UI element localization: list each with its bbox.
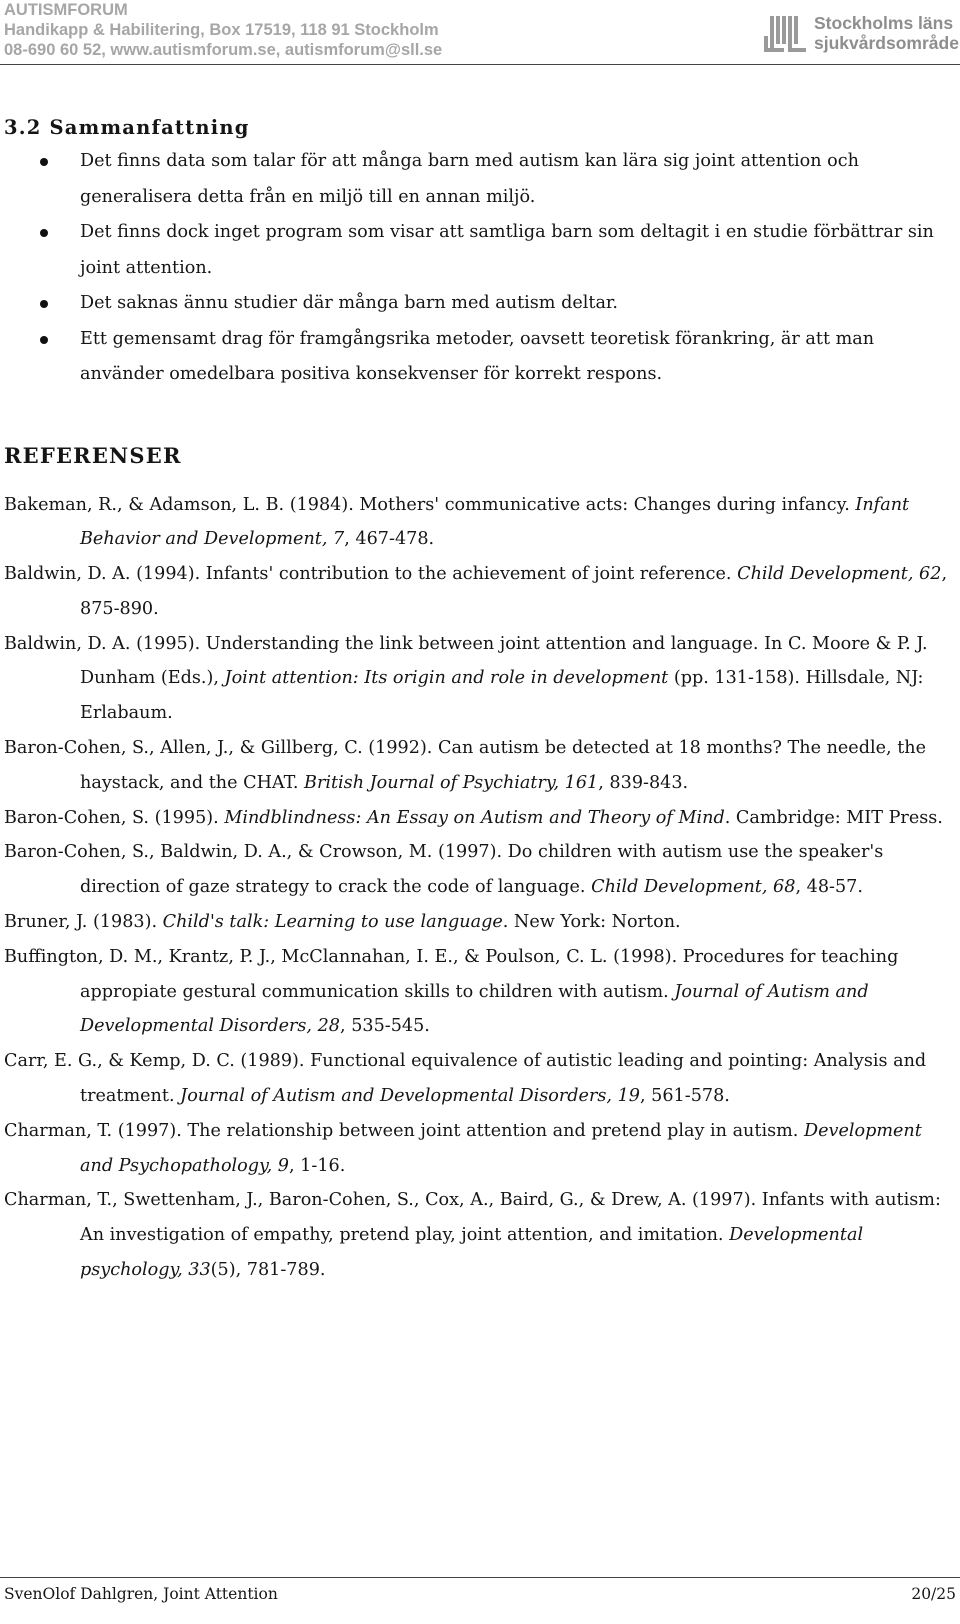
reference-text: Baron-Cohen, S. (1995).	[4, 807, 225, 828]
summary-item	[4, 322, 954, 393]
reference-details: , 839-843.	[598, 772, 689, 793]
bullet-icon	[40, 300, 48, 308]
reference-entry	[4, 557, 954, 627]
org-name: AUTISMFORUM	[4, 1, 128, 19]
reference-details: . New York: Norton.	[502, 912, 681, 933]
reference-details: (pp. 131-158). Hillsdale, NJ: Erlabaum.	[80, 668, 924, 724]
reference-list	[4, 488, 954, 1288]
summary-item-text: Det finns data som talar för att många barn med autism kan lära sig joint attention och generalisera detta från en miljö till en annan miljö.	[80, 151, 859, 207]
reference-entry	[4, 801, 954, 836]
reference-source: Child's talk: Learning to use language	[162, 912, 503, 933]
logo-line-2: sjukvårdsområde	[814, 33, 959, 53]
reference-text: Baldwin, D. A. (1995). Understanding the link between joint attention and language. In C. Moore & P. J. Dunham (Eds.),	[4, 633, 928, 689]
reference-entry	[4, 1114, 954, 1184]
reference-details: , 467-478.	[344, 529, 435, 550]
reference-text: Buffington, D. M., Krantz, P. J., McClannahan, I. E., & Poulson, C. L. (1998). Procedures for teaching appropiate gestural communication skills to children with autism.	[4, 946, 899, 1002]
org-contact: 08-690 60 52, www.autismforum.se, autismforum@sll.se	[4, 41, 443, 59]
reference-text: Baron-Cohen, S., Allen, J., & Gillberg, C. (1992). Can autism be detected at 18 months? The needle, the haystack, and the CHAT.	[4, 738, 927, 793]
letterhead	[4, 0, 442, 60]
reference-entry	[4, 731, 954, 801]
references-heading: REFERENSER	[4, 442, 182, 468]
summary-item-text: Det saknas ännu studier där många barn med autism deltar.	[80, 293, 619, 313]
summary-item-text: Ett gemensamt drag för framgångsrika metoder, oavsett teoretisk förankring, är att man använder omedelbara positiva konsekvenser för korrekt respons.	[80, 328, 875, 384]
reference-entry	[4, 940, 954, 1044]
reference-source: Journal of Autism and Developmental Disorders, 19	[180, 1086, 640, 1107]
reference-details: , 535-545.	[340, 1016, 430, 1037]
sll-logo-icon	[762, 14, 810, 54]
reference-details: , 875-890.	[80, 564, 948, 619]
bullet-icon	[40, 158, 48, 166]
reference-details: (5), 781-789.	[210, 1260, 326, 1281]
summary-item-text: Det finns dock inget program som visar att samtliga barn som deltagit i en studie förbättrar sin joint attention.	[80, 222, 934, 278]
footer-divider	[0, 1577, 960, 1578]
reference-entry	[4, 1183, 954, 1287]
reference-details: , 48-57.	[795, 877, 863, 898]
reference-source: Child Development, 62	[737, 564, 942, 585]
reference-source: British Journal of Psychiatry, 161	[304, 772, 599, 793]
reference-source: Developmental psychology, 33	[80, 1225, 864, 1281]
reference-source: Mindblindness: An Essay on Autism and Theory of Mind	[224, 807, 725, 828]
reference-text: Baldwin, D. A. (1994). Infants' contribution to the achievement of joint reference.	[4, 564, 738, 585]
reference-details: , 1-16.	[289, 1155, 346, 1176]
summary-item	[4, 215, 954, 286]
reference-details: , 561-578.	[639, 1086, 730, 1107]
reference-text: Bakeman, R., & Adamson, L. B. (1984). Mothers' communicative acts: Changes during infancy.	[4, 494, 856, 515]
reference-entry	[4, 488, 954, 558]
reference-entry	[4, 835, 954, 905]
reference-text: Charman, T. (1997). The relationship between joint attention and pretend play in autism.	[4, 1120, 804, 1141]
sll-logo	[762, 12, 958, 56]
summary-item	[4, 144, 954, 215]
reference-entry	[4, 1044, 954, 1114]
header-divider	[0, 64, 960, 65]
reference-source: Joint attention: Its origin and role in development	[224, 668, 669, 689]
reference-details: . Cambridge: MIT Press.	[724, 807, 943, 828]
reference-source: Journal of Autism and Developmental Disorders, 28	[80, 981, 869, 1037]
reference-entry	[4, 627, 954, 731]
reference-source: Child Development, 68	[591, 877, 796, 898]
bullet-icon	[40, 336, 48, 344]
reference-text: Carr, E. G., & Kemp, D. C. (1989). Functional equivalence of autistic leading and pointing: Analysis and treatment.	[4, 1051, 927, 1107]
page-number: 20/25	[911, 1585, 956, 1603]
bullet-icon	[40, 229, 48, 237]
page-footer	[4, 1585, 956, 1603]
section-title: 3.2 Sammanfattning	[4, 116, 250, 139]
logo-line-1: Stockholms läns	[814, 13, 954, 33]
summary-item	[4, 286, 954, 322]
reference-source: Development and Psychopathology, 9	[80, 1120, 922, 1176]
reference-text: Bruner, J. (1983).	[4, 912, 163, 933]
reference-text: Baron-Cohen, S., Baldwin, D. A., & Crowson, M. (1997). Do children with autism use the speaker's direction of gaze strategy to crack the code of language.	[4, 842, 884, 898]
logo-text	[814, 13, 959, 53]
footer-author: SvenOlof Dahlgren, Joint Attention	[4, 1585, 278, 1603]
reference-entry	[4, 905, 954, 940]
org-address: Handikapp & Habilitering, Box 17519, 118 91 Stockholm	[4, 21, 439, 39]
summary-list	[4, 144, 954, 393]
document-body	[4, 112, 954, 1288]
reference-text: Charman, T., Swettenham, J., Baron-Cohen, S., Cox, A., Baird, G., & Drew, A. (1997). Infants with autism: An investigation of empathy, pretend play, joint attention, and imitation.	[4, 1190, 941, 1246]
reference-source: Infant Behavior and Development, 7	[80, 494, 910, 550]
